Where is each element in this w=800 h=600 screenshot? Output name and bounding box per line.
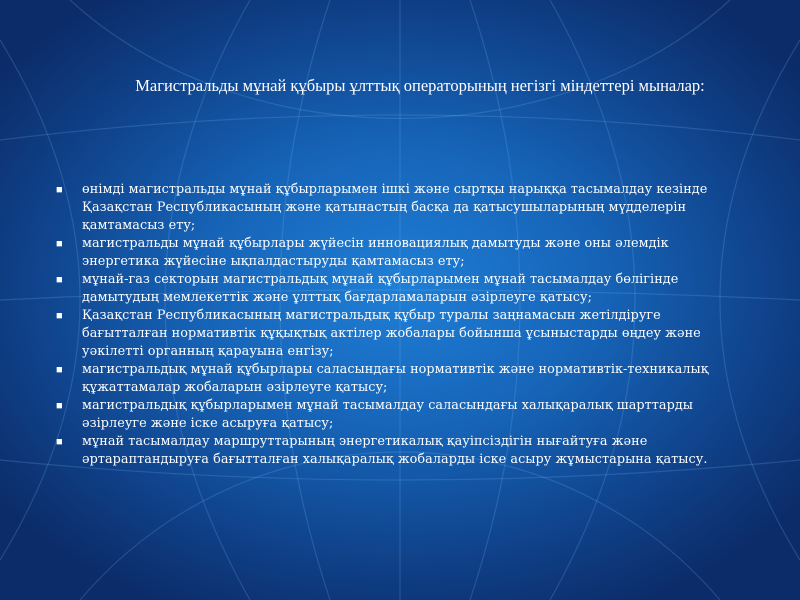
list-item [52,433,742,469]
list-item-text: магистральды мұнай құбырлары жүйесін инновациялық дамытуды және оны әлемдік энергетика жүйесіне ықпалдастыруды қамтамасыз ету; [82,236,669,269]
slide-title: Магистральды мұнай құбыры ұлттық операторының негізгі міндеттері мыналар: [135,76,705,95]
bullet-icon: ■ [56,238,63,250]
list-item-text: өнімді магистральды мұнай құбырларымен ішкі және сыртқы нарыққа тасымалдау кезінде Қазақстан Республикасының және қатынастың басқа да қатысушыларының мүдделерін қамтамасыз ету; [82,182,708,233]
bullet-icon: ■ [56,274,63,286]
list-item [52,307,742,361]
list-item-text: мұнай-газ секторын магистральдық мұнай құбырларымен мұнай тасымалдау бөлігінде дамытудың мемлекеттік және ұлттық бағдарламаларын әзірлеуге қатысу; [82,272,679,305]
list-item-text: магистральдық құбырларымен мұнай тасымалдау саласындағы халықаралық шарттарды әзірлеуге және іске асыруға қатысу; [82,398,694,431]
list-item [52,181,742,235]
list-item-text: мұнай тасымалдау маршруттарының энергетикалық қауіпсіздігін нығайтуға және әртараптандыруға бағытталған халықаралық жобаларды іске асыру жұмыстарына қатысу. [82,434,708,467]
list-item [52,361,742,397]
list-item [52,271,742,307]
duties-list [52,181,742,469]
list-item-text: магистральдық мұнай құбырлары саласындағы нормативтік және нормативтік-техникалық құжаттамалар жобаларын әзірлеуге қатысу; [82,362,709,395]
bullet-icon: ■ [56,184,63,196]
list-item [52,397,742,433]
list-item [52,235,742,271]
bullet-icon: ■ [56,310,63,322]
bullet-icon: ■ [56,364,63,376]
bullet-icon: ■ [56,436,63,448]
bullet-icon: ■ [56,400,63,412]
list-item-text: Қазақстан Республикасының магистральдық құбыр туралы заңнамасын жетілдіруге бағытталған нормативтік құқықтық актілер жобалары бойынша ұсыныстарды өңдеу және уәкілетті органның қарауына енгізу; [82,308,701,359]
